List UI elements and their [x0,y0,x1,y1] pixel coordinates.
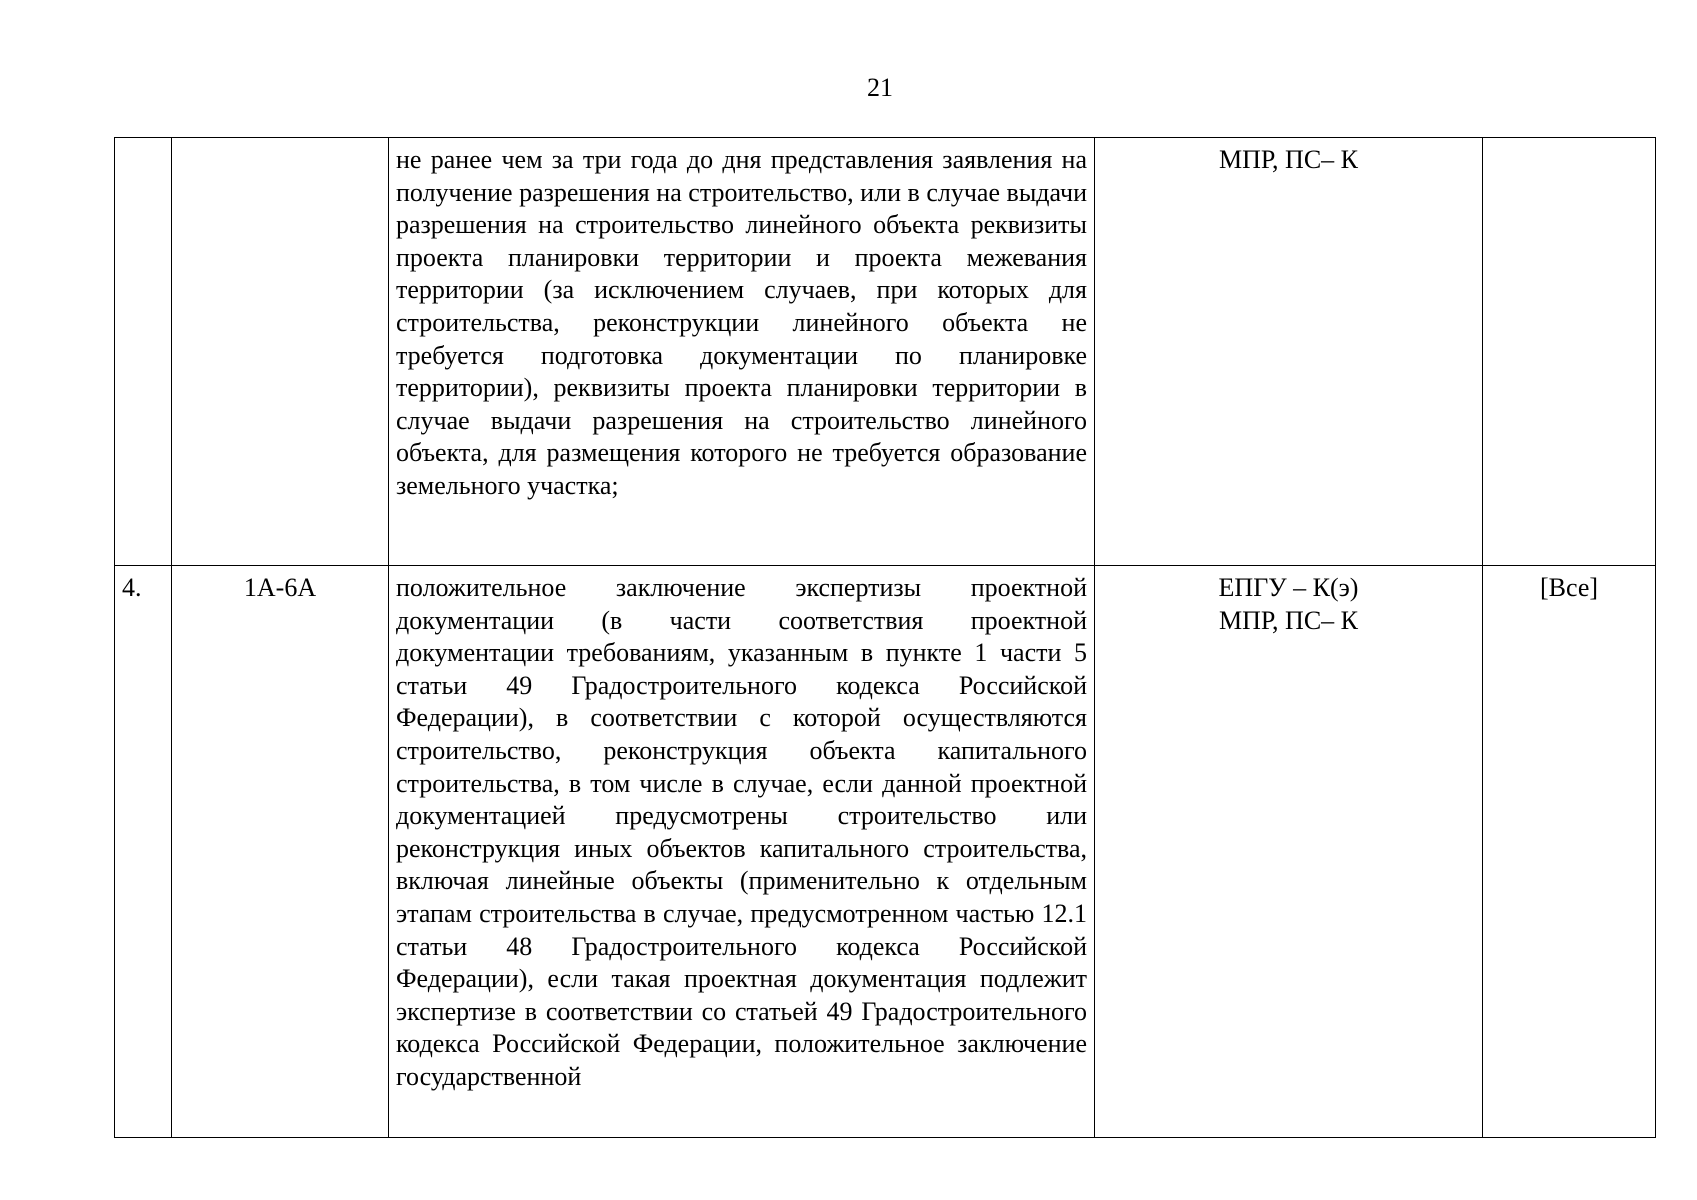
row-source-cell [1095,138,1483,566]
row-category-cell [1483,138,1656,566]
page-number: 21 [867,73,893,102]
table-row [115,138,1656,566]
row-number-cell: 4. [115,566,172,1138]
source-line: МПР, ПС– К [1218,145,1359,174]
row-number-cell [115,138,172,566]
row-code-cell: 1А-6А [172,566,389,1138]
row-text-cell: не ранее чем за три года до дня представления заявления на получение разрешения на строительство, или в случае выдачи разрешения на строительство линейного объекта реквизиты проекта планировки территории и проекта межевания территории (за исключением случаев, при которых для строительства, реконструкции линейного объекта не требуется подготовка документации по планировке территории), реквизиты проекта планировки территории в случае выдачи разрешения на строительство линейного объекта, для размещения которого не требуется образование земельного участка; [389,138,1095,566]
row-text-cell: положительное заключение экспертизы проектной документации (в части соответствия проектной документации требованиям, указанным в пункте 1 части 5 статьи 49 Градостроительного кодекса Российской Федерации), в соответствии с которой осуществляются строительство, реконструкция объекта капитального строительства, в том числе в случае, если данной проектной документацией предусмотрены строительство или реконструкция иных объектов капитального строительства, включая линейные объекты (применительно к отдельным этапам строительства в случае, предусмотренном частью 12.1 статьи 48 Градостроительного кодекса Российской Федерации), если такая проектная документация подлежит экспертизе в соответствии со статьей 49 Градостроительного кодекса Российской Федерации, положительное заключение государственной [389,566,1095,1138]
table-row [115,566,1656,1138]
source-line: МПР, ПС– К [1218,605,1359,635]
row-code-cell [172,138,389,566]
row-source-cell [1095,566,1483,1138]
document-table [114,137,1656,1138]
source-line: ЕПГУ – К(э) [1218,573,1359,602]
row-category-cell: [Все] [1483,566,1656,1138]
